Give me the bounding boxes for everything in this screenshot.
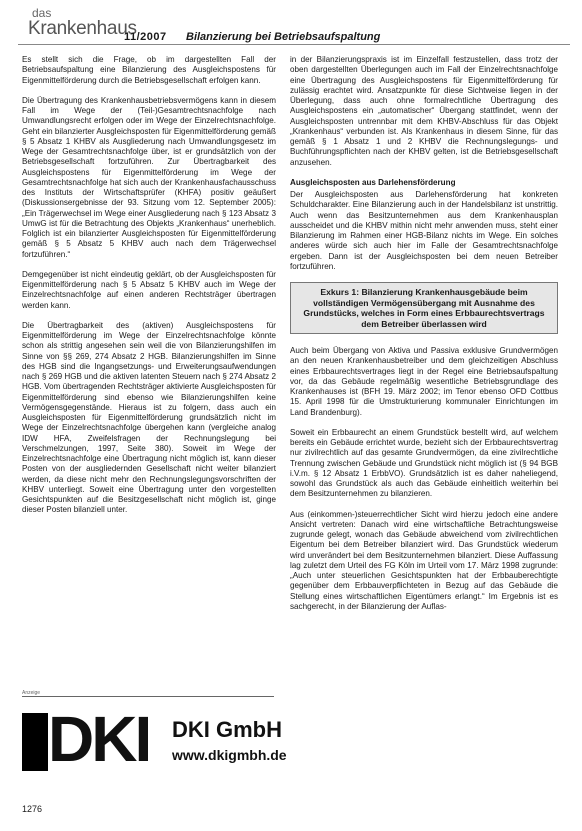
- paragraph: Aus (einkommen-)steuerrechtlicher Sicht wird hierzu jedoch eine andere Ansicht vertreten: Danach wird eine wirtschaftliche Betrachtungsweise zugrunde gelegt, wonach das Gebäude abweichend vom zivilrechtlichen Eigentum bei dem Betreiber bilanziert wird. Das Grundstück wiederum wird unverändert bei dem Besitzunternehmen bilanziert. Diese Auffassung lag zuletzt dem Urteil des FG Köln im Urteil vom 17. März 1998 zugrunde: „Auch unter steuerlichen Gesichtspunkten hat der Erbbauberechtigte gegenüber dem Erbbauverpflichteten in Bezug auf das Gebäude die Stellung eines wirtschaftlichen Eigentümers erlangt.“ Im Ergebnis ist es sachgerecht, in der Bilanzierung der Auflas-: [290, 509, 558, 611]
- paragraph: Auch beim Übergang von Aktiva und Passiva exklusive Grundvermögen an den neuen Krankenhausbetreiber und dem gleichzeitigen Abschluss eines Erbbaurechtsvertrages liegt in der Regel eine Betriebsaufspaltung vor, da das Gebäude regelmäßig wesentliche Betriebsgrundlage des Krankenhauses ist (BFH 19. März 2002; im Tenor ebenso OFD Cottbus 15. April 1998 für die Umstrukturierung kommunaler Einrichtungen im Land Brandenburg).: [290, 346, 558, 417]
- dki-logo: DKI: [48, 703, 150, 775]
- page-number: 1276: [22, 804, 43, 814]
- logo-block: [22, 713, 48, 771]
- ad-label: Anzeige: [22, 690, 41, 696]
- company-name: DKI GmbH: [172, 717, 282, 742]
- paragraph: Die Übertragbarkeit des (aktiven) Ausgleichspostens für Eigenmittelförderung im Wege der Einzelrechtsnachfolge könnte schon als strittig angesehen sein weil die von Bilanzierungshilfen im Sinne von §§ 269, 274 Absatz 2 HGB. Bilanzierungshilfen im Sinne des HGB sind die Ingangsetzungs- und Erweiterungsaufwendungen nach § 269 HGB und die aktiven latenten Steuern nach § 274 Absatz 2 HGB. Vom übertragenden Rechtsträger aktivierte Ausgleichsposten für Eigenmittelförderung sind ebenso wie Bilanzierungshilfen keine Vermögensgegenstände. Hieraus ist zu folgern, dass auch ein Ausgleichsposten für Eigenmittelförderung grundsätzlich nicht im Wege der Einzelrechtsnachfolge übergehen kann (vergleiche analog IDW HFA, Zweifelsfragen der Rechnungslegung bei Verschmelzungen, 1997, Seite 380). Soweit im Wege der Einzelrechtsnachfolge eine Übertragung nicht möglich ist, kann dieser Posten von der ausgliedernden Gesellschaft nicht weiter bilanziert werden, da diese nicht mehr den Rechnungslegungsvorschriften der KHBV unterliegt. Soweit eine Übertragung unter den vorgestellten Gesichtspunkten auf die Besitzgesellschaft nicht möglich ist, ginge dieser Posten bilanziell unter.: [22, 320, 276, 515]
- ad-divider: [22, 696, 274, 697]
- paragraph: Soweit ein Erbbaurecht an einem Grundstück bestellt wird, auf welchem bereits ein Gebäude errichtet wurde, bezieht sich der Erbbaurechtsvertrag nur zivilrechtlich auf das gesamte Grundvermögen, da eine zivilrechtliche Trennung zwischen Gebäude und Grundstück nicht möglich ist (§ 94 BGB i.V.m. § 12 Absatz 1 ErbbVO). Grundsätzlich ist es daher naheliegend, sowohl das Grundstück als auch das Gebäude einheitlich weiterhin bei dem Besitzunternehmen zu bilanzieren.: [290, 427, 558, 499]
- paragraph: Die Übertragung des Krankenhausbetriebsvermögens kann in diesem Fall im Wege der (Teil-)Gesamtrechtsnachfolge nach Umwandlungsrecht erfolgen oder im Wege der Einzelrechtsnachfolge. Geht ein bilanzierter Ausgleichsposten für Eigenmittelförderung gemäß § 5 Absatz 1 KHBV als Ausgliederung nach Umwandlungsgesetz im Wege der Gesamtrechtsnachfolge über, ist er grundsätzlich von der Betriebsgesellschaft fortzuführen. Zur Übertragbarkeit des Ausgleichspostens für Eigenmittelförderung im Wege der Gesamtrechtsnachfolge hat sich auch der Krankenhausfachausschuss des Instituts der Wirtschaftsprüfer (KHFA) positiv geäußert (Diskussionsergebnisse der 93. Sitzung vom 12. September 2005): „Ein Trägerwechsel im Wege einer Ausgliederung nach § 123 Absatz 3 UmwG ist für die Betrachtung des Objekts „Krankenhaus“ unerheblich. Folglich ist ein bilanzierter Ausgleichsposten für Eigenmittelförderung gemäß § 5 Absatz 5 KHBV auch nach dem Trägerwechsel fortzuführen.“: [22, 95, 276, 259]
- page-header: [10, 4, 576, 46]
- running-title: Bilanzierung bei Betriebsaufspaltung: [186, 31, 381, 43]
- header-rule: [18, 44, 570, 45]
- company-url[interactable]: www.dkigmbh.de: [172, 747, 287, 763]
- paragraph: Der Ausgleichsposten aus Darlehensförderung hat konkreten Schuldcharakter. Eine Bilanzierung auch in der Handelsbilanz ist unstrittig. Auch wenn das Besitzunternehmen aus dem Krankenhausplan ausscheidet und die KHBV mithin nicht mehr anwenden muss, steht einer Bilanzierung im Rahmen einer HGB-Bilanz nichts im Wege. Ein solches anderes würde sich auch hier im Falle der Gesamtrechtsnachfolge ergeben. Dann ist der Ausgleichsposten bei dem neuen Betreiber fortzuführen.: [290, 190, 558, 271]
- issue-number: 11/2007: [124, 31, 167, 43]
- left-column: [22, 55, 276, 526]
- magazine-logo: Krankenhaus: [28, 18, 137, 39]
- right-column: [290, 55, 558, 622]
- exkurs-box: Exkurs 1: Bilanzierung Krankenhausgebäude beim vollständigen Vermögensübergang mit Ausnahme des Grundstücks, welches in Form eines Erbbaurechtsvertrags dem Betreiber überlassen wird: [290, 282, 558, 334]
- paragraph: in der Bilanzierungspraxis ist im Einzelfall festzustellen, dass trotz der oben dargestellten Überlegungen auch im Fall der Einzelrechtsnachfolge eine Übertragung des Ausgleichspostens für Eigenmittelförderung für zulässig erachtet wird. Ansatzpunkte für diese Sichtweise liegen in der Überlegung, dass auch ohne formalrechtliche Übertragung des Ausgleichspostens ein „automatischer“ Übergang stattfindet, wenn der Ausgleichsposten untrennbar mit dem KHBV-Abschluss für das Objekt „Krankenhaus“ verbunden ist. Als Krankenhaus in diesem Sinne, für das gemäß § 1 Absatz 1 und 2 KHBV die Rechnungslegungs- und Buchführungspflichten nach der KHBV gelten, ist die Betriebsgesellschaft anzusehen.: [290, 55, 558, 167]
- section-heading: Ausgleichsposten aus Darlehensförderung: [290, 177, 456, 187]
- dki-advertisement[interactable]: [22, 703, 287, 775]
- paragraph: Es stellt sich die Frage, ob im dargestellten Fall der Betriebsaufspaltung eine Bilanzierung des Ausgleichspostens für Eigenmittelförderung durch die Betriebsgesellschaft erfolgen kann.: [22, 55, 276, 85]
- logo-small-text: das: [32, 6, 52, 20]
- paragraph: Demgegenüber ist nicht eindeutig geklärt, ob der Ausgleichsposten für Eigenmittelförderung nach § 5 Absatz 5 KHBV auch im Wege der Einzelrechtsnachfolge auf einen anderen Rechtsträger übertragen werden kann.: [22, 269, 276, 310]
